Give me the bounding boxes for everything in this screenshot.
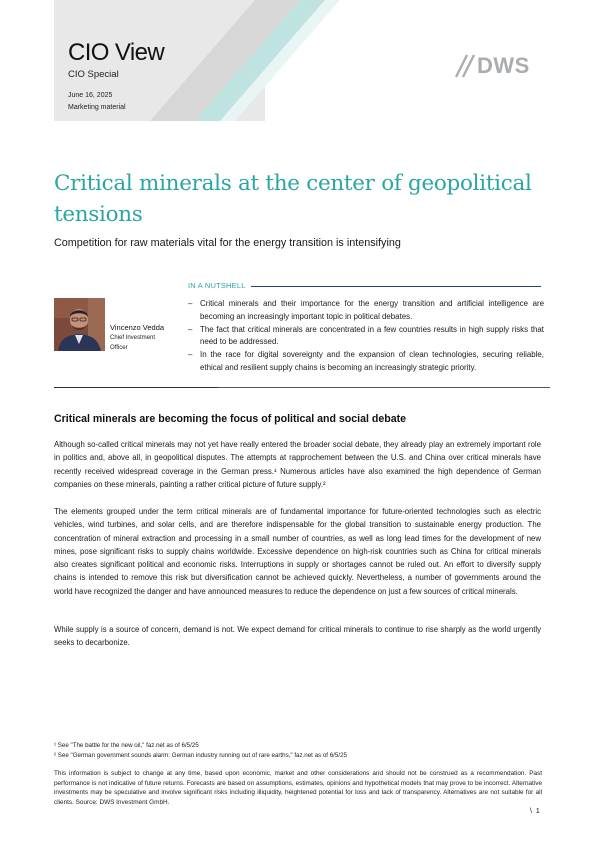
section-heading: Critical minerals are becoming the focus of political and social debate [54, 413, 407, 425]
nutshell-item: – The fact that critical minerals are concentrated in a few countries results in high supply risks that need to be addressed. [188, 324, 544, 350]
article-subtitle: Competition for raw materials vital for the energy transition is intensifying [54, 237, 401, 249]
nutshell-label: IN A NUTSHELL [188, 281, 246, 290]
doc-title: CIO View [68, 39, 165, 66]
section-divider [218, 387, 550, 388]
marketing-label: Marketing material [68, 104, 126, 111]
section-divider [54, 387, 218, 388]
dws-logo [453, 53, 530, 79]
nutshell-list [188, 298, 544, 375]
page-separator: \ [530, 808, 532, 815]
body-paragraph: Although so-called critical minerals may not yet have really entered the broader social debate, they already play an extremely important role in politics and, above all, in geopolitical disputes. The attempts at rapprochement between the U.S. and China over critical minerals have recently received widespread coverage in the German press.¹ Numerous articles have also examined the high dependence of German companies on these minerals, painting a rather critical picture of future supply.² [54, 440, 541, 489]
page-number-value: 1 [535, 808, 540, 815]
dws-logo-text: DWS [477, 53, 530, 78]
doc-subtitle: CIO Special [68, 69, 119, 80]
article-title: Critical minerals at the center of geopolitical tensions [54, 171, 532, 227]
footnote: ² See "German government sounds alarm: German industry running out of rare earths," faz.net as of 6/5/25 [54, 752, 347, 759]
body-paragraph: The elements grouped under the term critical minerals are of fundamental importance for future-oriented technologies such as electric vehicles, wind turbines, and solar cells, and are therefore indispensable for the global transition to sustainable energy production. The concentration of mineral extraction and processing in a small number of countries, as well as long lead times for the development of new mines, pose significant risks to supply chains worldwide. Excessive dependence on high-risk countries such as China for critical minerals also creates significant political and economic risks. Interruptions in supply or shortages cannot be ruled out. An effort to diversify supply chains is intended to remove this risk but diversification cannot be achieved quickly. Nevertheless, a number of governments around the world have recognized the danger and have announced measures to reduce the dependence on just a few sources of critical minerals. [54, 507, 541, 596]
page-number [530, 808, 540, 815]
body-paragraph: While supply is a source of concern, demand is not. We expect demand for critical minerals to continue to rise sharply as the world urgently seeks to decarbonize. [54, 625, 541, 648]
footnote: ¹ See "The battle for the new oil," faz.net as of 6/5/25 [54, 742, 199, 749]
author-photo [54, 298, 105, 351]
dws-slashes-icon [453, 53, 477, 79]
author-role: Chief Investment Officer [110, 335, 156, 351]
author-name: Vincenzo Vedda [110, 323, 165, 332]
disclaimer: This information is subject to change at any time, based upon economic, market and other considerations and should not be construed as a recommendation. Past performance is not indicative of future returns. Forecasts are based on assumptions, estimates, opinions and hypothetical models that may prove to be incorrect. Alternative investments may be speculative and involve significant risks including illiquidity, heightened potential for loss and lack of transparency. Alternatives are not suitable for all clients. Source: DWS Investment GmbH. [54, 770, 542, 806]
nutshell-item: – Critical minerals and their importance for the energy transition and artificial intelligence are becoming an increasingly important topic in political debates. [188, 298, 544, 324]
nutshell-item: – In the race for digital sovereignty and the expansion of clean technologies, securing reliable, ethical and resilient supply chains is becoming an increasingly strategic priority. [188, 349, 544, 375]
footnotes [54, 741, 544, 761]
doc-date: June 16, 2025 [68, 92, 113, 99]
header-white-cut [54, 121, 265, 125]
nutshell-rule [251, 286, 541, 287]
